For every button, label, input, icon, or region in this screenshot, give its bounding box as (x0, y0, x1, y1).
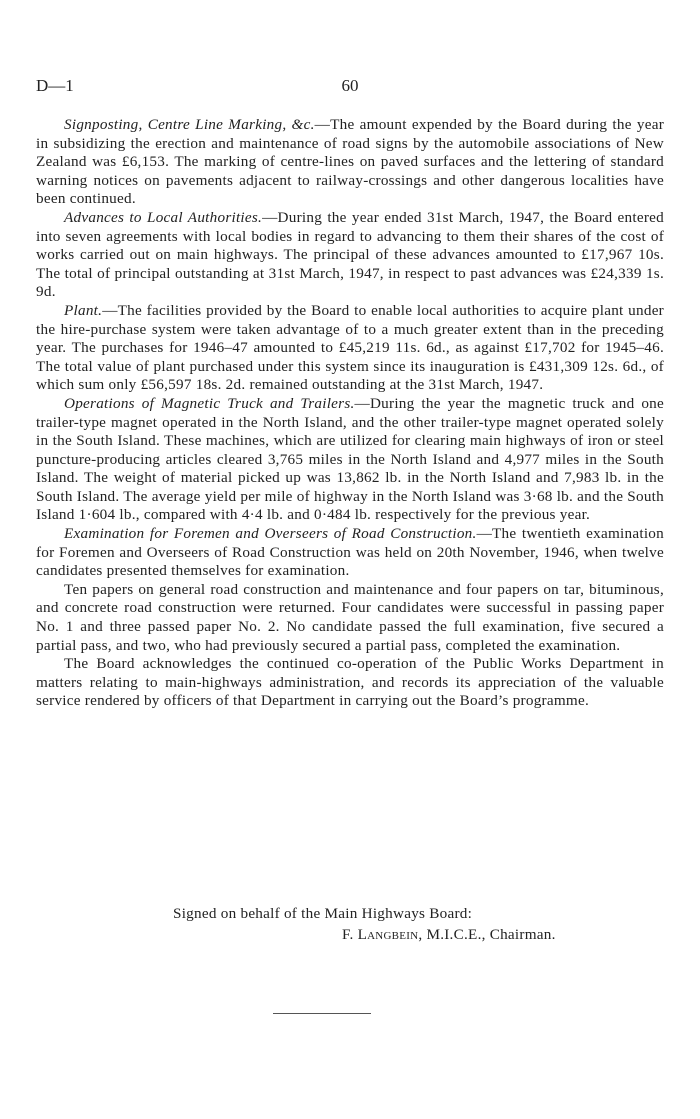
paragraph-plant (36, 302, 664, 395)
paragraph-heading: Signposting, Centre Line Marking, &c. (64, 116, 315, 133)
paragraph-papers (36, 581, 664, 655)
page-number: 60 (341, 76, 359, 95)
paragraph-acknowledgement (36, 655, 664, 711)
paragraph-text: The Board acknowledges the continued co-operation of the Public Works Department in matters relating to main-highways administration, and records its appreciation of the valuable service rendered by officers of that Department in carrying out the Board’s programme. (36, 655, 664, 710)
paragraph-text: —The facilities provided by the Board to enable local authorities to acquire plant under the hire-purchase system were taken advantage of to a much greater extent than in the preceding year. The purchases for 1946–47 amounted to £45,219 11s. 6d., as against £17,702 for 1945–46. The total value of plant purchased under this system since its inauguration is £431,309 12s. 6d., of which sum only £56,597 18s. 2d. remained outstanding at the 31st March, 1947. (36, 301, 664, 394)
signatory-title: , M.I.C.E., Chairman. (418, 926, 556, 943)
closing-rule (273, 1013, 371, 1014)
paragraph-text: —The twentieth examination for Foremen and Overseers of Road Construction was held on 20th November, 1946, when twelve candidates presented themselves for examination. (36, 525, 664, 580)
paragraph-signposting (36, 116, 664, 209)
report-body (36, 116, 664, 711)
page-header (36, 76, 664, 96)
signatory-name: F. Langbein (342, 926, 419, 943)
signature-block (36, 903, 664, 945)
paragraph-text: —During the year the magnetic truck and one trailer-type magnet operated in the North Island, and the other trailer-type magnet operated solely in the South Island. These machines, which are utilized for clearing main highways of iron or steel puncture-producing articles cleared 3,765 miles in the North Island and 4,977 miles in the South Island. The weight of material picked up was 13,862 lb. in the North Island and 7,983 lb. in the South Island. The average yield per mile of highway in the North Island was 3·68 lb. and the South Island 1·604 lb., compared with 4·4 lb. and 0·484 lb. respectively for the previous year. (36, 394, 664, 524)
paragraph-examination (36, 525, 664, 581)
paragraph-advances (36, 209, 664, 302)
signatory-line (36, 924, 664, 945)
signature-line: Signed on behalf of the Main Highways Board: (173, 905, 473, 922)
paragraph-text: Ten papers on general road construction and maintenance and four papers on tar, bituminous, and concrete road construction were returned. Four candidates were successful in passing paper No. 1 and three passed paper No. 2. No candidate passed the full examination, five secured a partial pass, and two, who had previously secured a partial pass, completed the examination. (36, 580, 664, 654)
paragraph-heading: Operations of Magnetic Truck and Trailers. (64, 394, 355, 412)
paragraph-text: —The amount expended by the Board during the year in subsidizing the erection and maintenance of road signs by the automobile associations of New Zealand was £6,153. The marking of centre-lines on paved surfaces and the lettering of standard warning notices on pavements adjacent to railway-crossings and other dangerous localities have been continued. (36, 116, 664, 208)
paragraph-heading: Advances to Local Authorities. (64, 208, 263, 226)
paragraph-magnetic-truck (36, 395, 664, 525)
paragraph-heading: Plant. (64, 301, 103, 319)
paragraph-heading: Examination for Foremen and Overseers of Road Construction. (64, 525, 477, 543)
paragraph-text: —During the year ended 31st March, 1947, the Board entered into seven agreements with local bodies in regard to advancing to them their shares of the cost of works carried out on main highways. The principal of these advances amounted to £17,967 10s. The total of principal outstanding at 31st March, 1947, in respect to past advances was £24,339 1s. 9d. (36, 208, 664, 301)
document-reference: D—1 (36, 76, 74, 95)
